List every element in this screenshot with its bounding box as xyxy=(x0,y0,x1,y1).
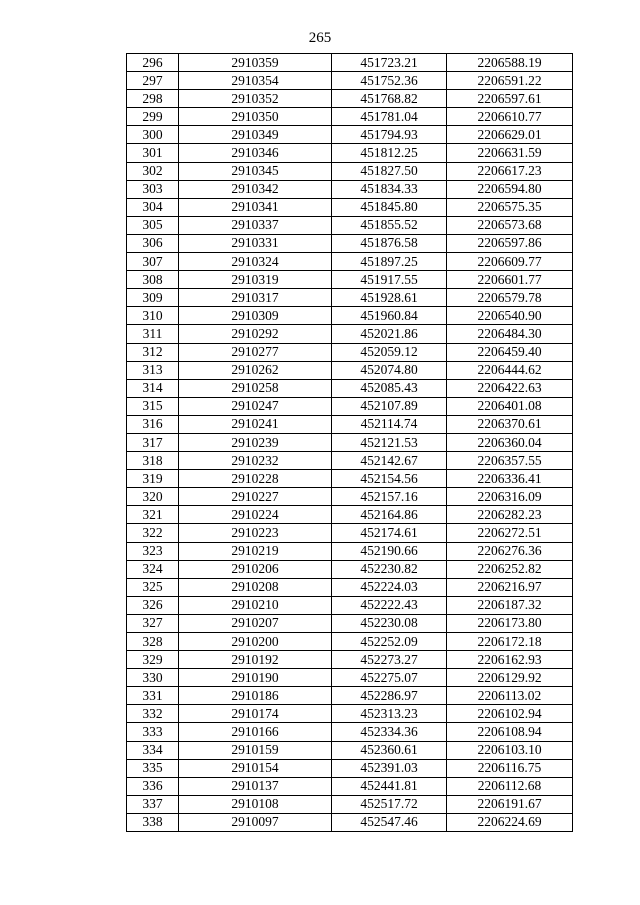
point-id-cell: 2910108 xyxy=(179,795,332,813)
table-row xyxy=(127,759,573,777)
table-row xyxy=(127,216,573,234)
x-coordinate-cell: 452252.09 xyxy=(332,633,447,651)
table-row xyxy=(127,687,573,705)
table-row xyxy=(127,271,573,289)
x-coordinate-cell: 451834.33 xyxy=(332,180,447,198)
table-row xyxy=(127,578,573,596)
x-coordinate-cell: 452547.46 xyxy=(332,813,447,831)
row-number-cell: 297 xyxy=(127,72,179,90)
x-coordinate-cell: 451897.25 xyxy=(332,253,447,271)
row-number-cell: 304 xyxy=(127,198,179,216)
x-coordinate-cell: 452121.53 xyxy=(332,433,447,451)
row-number-cell: 306 xyxy=(127,234,179,252)
row-number-cell: 337 xyxy=(127,795,179,813)
table-row xyxy=(127,144,573,162)
point-id-cell: 2910262 xyxy=(179,361,332,379)
page-number: 265 xyxy=(308,30,332,46)
point-id-cell: 2910324 xyxy=(179,253,332,271)
table-row xyxy=(127,90,573,108)
point-id-cell: 2910219 xyxy=(179,542,332,560)
row-number-cell: 330 xyxy=(127,669,179,687)
x-coordinate-cell: 451812.25 xyxy=(332,144,447,162)
row-number-cell: 318 xyxy=(127,452,179,470)
x-coordinate-cell: 451827.50 xyxy=(332,162,447,180)
x-coordinate-cell: 452190.66 xyxy=(332,542,447,560)
x-coordinate-cell: 452230.82 xyxy=(332,560,447,578)
table-row xyxy=(127,524,573,542)
y-coordinate-cell: 2206579.78 xyxy=(447,289,573,307)
y-coordinate-cell: 2206594.80 xyxy=(447,180,573,198)
point-id-cell: 2910186 xyxy=(179,687,332,705)
point-id-cell: 2910227 xyxy=(179,488,332,506)
y-coordinate-cell: 2206357.55 xyxy=(447,452,573,470)
table-row xyxy=(127,108,573,126)
point-id-cell: 2910309 xyxy=(179,307,332,325)
x-coordinate-cell: 452230.08 xyxy=(332,614,447,632)
y-coordinate-cell: 2206401.08 xyxy=(447,397,573,415)
y-coordinate-cell: 2206444.62 xyxy=(447,361,573,379)
table-row xyxy=(127,488,573,506)
point-id-cell: 2910207 xyxy=(179,614,332,632)
point-id-cell: 2910277 xyxy=(179,343,332,361)
y-coordinate-cell: 2206617.23 xyxy=(447,162,573,180)
point-id-cell: 2910154 xyxy=(179,759,332,777)
row-number-cell: 309 xyxy=(127,289,179,307)
row-number-cell: 336 xyxy=(127,777,179,795)
table-row xyxy=(127,325,573,343)
point-id-cell: 2910239 xyxy=(179,433,332,451)
row-number-cell: 322 xyxy=(127,524,179,542)
x-coordinate-cell: 452154.56 xyxy=(332,470,447,488)
y-coordinate-cell: 2206422.63 xyxy=(447,379,573,397)
point-id-cell: 2910200 xyxy=(179,633,332,651)
x-coordinate-cell: 451876.58 xyxy=(332,234,447,252)
point-id-cell: 2910341 xyxy=(179,198,332,216)
x-coordinate-cell: 452142.67 xyxy=(332,452,447,470)
table-row xyxy=(127,307,573,325)
row-number-cell: 319 xyxy=(127,470,179,488)
row-number-cell: 317 xyxy=(127,433,179,451)
table-row xyxy=(127,795,573,813)
point-id-cell: 2910241 xyxy=(179,415,332,433)
table-row xyxy=(127,198,573,216)
x-coordinate-cell: 451794.93 xyxy=(332,126,447,144)
table-row xyxy=(127,361,573,379)
x-coordinate-cell: 451928.61 xyxy=(332,289,447,307)
point-id-cell: 2910192 xyxy=(179,651,332,669)
table-row xyxy=(127,397,573,415)
point-id-cell: 2910174 xyxy=(179,705,332,723)
table-row xyxy=(127,723,573,741)
y-coordinate-cell: 2206609.77 xyxy=(447,253,573,271)
y-coordinate-cell: 2206573.68 xyxy=(447,216,573,234)
point-id-cell: 2910210 xyxy=(179,596,332,614)
point-id-cell: 2910232 xyxy=(179,452,332,470)
x-coordinate-cell: 452174.61 xyxy=(332,524,447,542)
row-number-cell: 303 xyxy=(127,180,179,198)
x-coordinate-cell: 452164.86 xyxy=(332,506,447,524)
y-coordinate-cell: 2206116.75 xyxy=(447,759,573,777)
y-coordinate-cell: 2206540.90 xyxy=(447,307,573,325)
row-number-cell: 310 xyxy=(127,307,179,325)
row-number-cell: 299 xyxy=(127,108,179,126)
y-coordinate-cell: 2206102.94 xyxy=(447,705,573,723)
table-body xyxy=(127,54,573,832)
x-coordinate-cell: 452391.03 xyxy=(332,759,447,777)
table-row xyxy=(127,596,573,614)
x-coordinate-cell: 451752.36 xyxy=(332,72,447,90)
y-coordinate-cell: 2206370.61 xyxy=(447,415,573,433)
x-coordinate-cell: 452275.07 xyxy=(332,669,447,687)
y-coordinate-cell: 2206597.61 xyxy=(447,90,573,108)
row-number-cell: 334 xyxy=(127,741,179,759)
table-row xyxy=(127,415,573,433)
y-coordinate-cell: 2206216.97 xyxy=(447,578,573,596)
point-id-cell: 2910208 xyxy=(179,578,332,596)
table-row xyxy=(127,651,573,669)
table-row xyxy=(127,72,573,90)
row-number-cell: 312 xyxy=(127,343,179,361)
table-row xyxy=(127,234,573,252)
table-row xyxy=(127,180,573,198)
table-row xyxy=(127,54,573,72)
row-number-cell: 296 xyxy=(127,54,179,72)
point-id-cell: 2910159 xyxy=(179,741,332,759)
row-number-cell: 305 xyxy=(127,216,179,234)
x-coordinate-cell: 452313.23 xyxy=(332,705,447,723)
row-number-cell: 335 xyxy=(127,759,179,777)
point-id-cell: 2910258 xyxy=(179,379,332,397)
point-id-cell: 2910317 xyxy=(179,289,332,307)
coordinates-table xyxy=(126,53,573,832)
y-coordinate-cell: 2206459.40 xyxy=(447,343,573,361)
row-number-cell: 321 xyxy=(127,506,179,524)
row-number-cell: 328 xyxy=(127,633,179,651)
table-row xyxy=(127,813,573,831)
point-id-cell: 2910206 xyxy=(179,560,332,578)
y-coordinate-cell: 2206172.18 xyxy=(447,633,573,651)
point-id-cell: 2910224 xyxy=(179,506,332,524)
point-id-cell: 2910354 xyxy=(179,72,332,90)
y-coordinate-cell: 2206588.19 xyxy=(447,54,573,72)
y-coordinate-cell: 2206360.04 xyxy=(447,433,573,451)
row-number-cell: 325 xyxy=(127,578,179,596)
y-coordinate-cell: 2206162.93 xyxy=(447,651,573,669)
y-coordinate-cell: 2206484.30 xyxy=(447,325,573,343)
row-number-cell: 302 xyxy=(127,162,179,180)
row-number-cell: 327 xyxy=(127,614,179,632)
x-coordinate-cell: 452021.86 xyxy=(332,325,447,343)
y-coordinate-cell: 2206272.51 xyxy=(447,524,573,542)
y-coordinate-cell: 2206575.35 xyxy=(447,198,573,216)
x-coordinate-cell: 451723.21 xyxy=(332,54,447,72)
y-coordinate-cell: 2206316.09 xyxy=(447,488,573,506)
y-coordinate-cell: 2206597.86 xyxy=(447,234,573,252)
table-row xyxy=(127,470,573,488)
y-coordinate-cell: 2206224.69 xyxy=(447,813,573,831)
x-coordinate-cell: 451845.80 xyxy=(332,198,447,216)
x-coordinate-cell: 452273.27 xyxy=(332,651,447,669)
table-row xyxy=(127,506,573,524)
x-coordinate-cell: 451768.82 xyxy=(332,90,447,108)
x-coordinate-cell: 452360.61 xyxy=(332,741,447,759)
x-coordinate-cell: 451781.04 xyxy=(332,108,447,126)
x-coordinate-cell: 452222.43 xyxy=(332,596,447,614)
row-number-cell: 311 xyxy=(127,325,179,343)
x-coordinate-cell: 451855.52 xyxy=(332,216,447,234)
table-row xyxy=(127,705,573,723)
table-row xyxy=(127,126,573,144)
y-coordinate-cell: 2206591.22 xyxy=(447,72,573,90)
x-coordinate-cell: 452517.72 xyxy=(332,795,447,813)
y-coordinate-cell: 2206113.02 xyxy=(447,687,573,705)
row-number-cell: 316 xyxy=(127,415,179,433)
row-number-cell: 329 xyxy=(127,651,179,669)
table-row xyxy=(127,560,573,578)
point-id-cell: 2910247 xyxy=(179,397,332,415)
row-number-cell: 324 xyxy=(127,560,179,578)
row-number-cell: 315 xyxy=(127,397,179,415)
row-number-cell: 298 xyxy=(127,90,179,108)
y-coordinate-cell: 2206173.80 xyxy=(447,614,573,632)
point-id-cell: 2910337 xyxy=(179,216,332,234)
x-coordinate-cell: 452085.43 xyxy=(332,379,447,397)
point-id-cell: 2910190 xyxy=(179,669,332,687)
row-number-cell: 323 xyxy=(127,542,179,560)
table-row xyxy=(127,614,573,632)
x-coordinate-cell: 452059.12 xyxy=(332,343,447,361)
table-row xyxy=(127,452,573,470)
point-id-cell: 2910346 xyxy=(179,144,332,162)
point-id-cell: 2910350 xyxy=(179,108,332,126)
row-number-cell: 333 xyxy=(127,723,179,741)
y-coordinate-cell: 2206276.36 xyxy=(447,542,573,560)
row-number-cell: 300 xyxy=(127,126,179,144)
y-coordinate-cell: 2206103.10 xyxy=(447,741,573,759)
point-id-cell: 2910137 xyxy=(179,777,332,795)
row-number-cell: 326 xyxy=(127,596,179,614)
point-id-cell: 2910359 xyxy=(179,54,332,72)
y-coordinate-cell: 2206336.41 xyxy=(447,470,573,488)
table-row xyxy=(127,289,573,307)
y-coordinate-cell: 2206191.67 xyxy=(447,795,573,813)
point-id-cell: 2910342 xyxy=(179,180,332,198)
y-coordinate-cell: 2206112.68 xyxy=(447,777,573,795)
table-row xyxy=(127,379,573,397)
x-coordinate-cell: 452107.89 xyxy=(332,397,447,415)
y-coordinate-cell: 2206252.82 xyxy=(447,560,573,578)
table-row xyxy=(127,669,573,687)
point-id-cell: 2910223 xyxy=(179,524,332,542)
row-number-cell: 332 xyxy=(127,705,179,723)
y-coordinate-cell: 2206108.94 xyxy=(447,723,573,741)
x-coordinate-cell: 452157.16 xyxy=(332,488,447,506)
point-id-cell: 2910352 xyxy=(179,90,332,108)
y-coordinate-cell: 2206282.23 xyxy=(447,506,573,524)
row-number-cell: 320 xyxy=(127,488,179,506)
point-id-cell: 2910228 xyxy=(179,470,332,488)
y-coordinate-cell: 2206601.77 xyxy=(447,271,573,289)
y-coordinate-cell: 2206187.32 xyxy=(447,596,573,614)
row-number-cell: 307 xyxy=(127,253,179,271)
row-number-cell: 314 xyxy=(127,379,179,397)
row-number-cell: 313 xyxy=(127,361,179,379)
table-row xyxy=(127,741,573,759)
x-coordinate-cell: 452441.81 xyxy=(332,777,447,795)
table-row xyxy=(127,162,573,180)
row-number-cell: 331 xyxy=(127,687,179,705)
point-id-cell: 2910331 xyxy=(179,234,332,252)
y-coordinate-cell: 2206631.59 xyxy=(447,144,573,162)
y-coordinate-cell: 2206129.92 xyxy=(447,669,573,687)
table-row xyxy=(127,542,573,560)
x-coordinate-cell: 451960.84 xyxy=(332,307,447,325)
y-coordinate-cell: 2206610.77 xyxy=(447,108,573,126)
point-id-cell: 2910292 xyxy=(179,325,332,343)
x-coordinate-cell: 452074.80 xyxy=(332,361,447,379)
table-row xyxy=(127,633,573,651)
x-coordinate-cell: 452286.97 xyxy=(332,687,447,705)
point-id-cell: 2910166 xyxy=(179,723,332,741)
row-number-cell: 308 xyxy=(127,271,179,289)
row-number-cell: 301 xyxy=(127,144,179,162)
row-number-cell: 338 xyxy=(127,813,179,831)
point-id-cell: 2910345 xyxy=(179,162,332,180)
x-coordinate-cell: 452334.36 xyxy=(332,723,447,741)
table-row xyxy=(127,253,573,271)
table-row xyxy=(127,777,573,795)
point-id-cell: 2910319 xyxy=(179,271,332,289)
table-row xyxy=(127,433,573,451)
x-coordinate-cell: 452224.03 xyxy=(332,578,447,596)
point-id-cell: 2910097 xyxy=(179,813,332,831)
table-row xyxy=(127,343,573,361)
x-coordinate-cell: 452114.74 xyxy=(332,415,447,433)
point-id-cell: 2910349 xyxy=(179,126,332,144)
y-coordinate-cell: 2206629.01 xyxy=(447,126,573,144)
x-coordinate-cell: 451917.55 xyxy=(332,271,447,289)
